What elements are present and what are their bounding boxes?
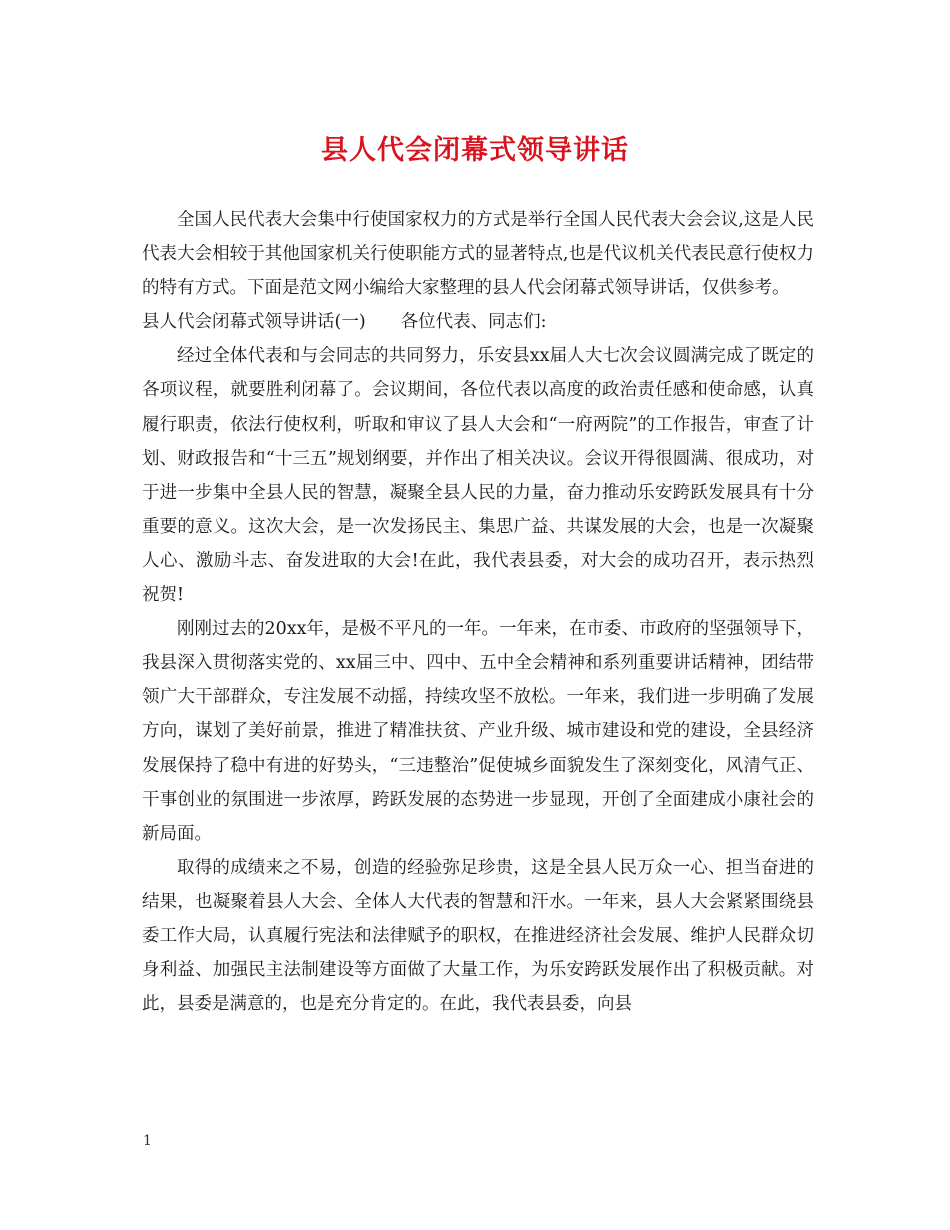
page-number: 1 <box>143 1133 152 1149</box>
paragraph-3: 取得的成绩来之不易，创造的经验弥足珍贵，这是全县人民万众一心、担当奋进的结果，也凝聚着县人大会、全体人大代表的智慧和汗水。一年来，县人大会紧紧围绕县委工作大局，认真履行宪法和法律赋予的职权，在推进经济社会发展、维护人民群众切身利益、加强民主法制建设等方面做了大量工作，为乐安跨跃发展作出了积极贡献。对此，县委是满意的，也是充分肯定的。在此，我代表县委，向县 <box>142 857 814 1015</box>
section-heading-line: 县人代会闭幕式领导讲话(一) 各位代表、同志们: <box>142 312 547 333</box>
paragraph-1: 经过全体代表和与会同志的共同努力，乐安县xx届人大七次会议圆满完成了既定的各项议程，就要胜利闭幕了。会议期间，各位代表以高度的政治责任感和使命感，认真履行职责，依法行使权利，听取和审议了县人大会和“一府两院”的工作报告，审查了计划、财政报告和“十三五”规划纲要，并作出了相关决议。会议开得很圆满、很成功，对于进一步集中全县人民的智慧，凝聚全县人民的力量，奋力推动乐安跨跃发展具有十分重要的意义。这次大会，是一次发扬民主、集思广益、共谋发展的大会，也是一次凝聚人心、激励斗志、奋发进取的大会!在此，我代表县委，对大会的成功召开，表示热烈祝贺! <box>142 346 814 606</box>
document-title: 县人代会闭幕式领导讲话 <box>321 135 629 166</box>
paragraph-2: 刚刚过去的20xx年，是极不平凡的一年。一年来，在市委、市政府的坚强领导下，我县深入贯彻落实党的、xx届三中、四中、五中全会精神和系列重要讲话精神，团结带领广大干部群众，专注发展不动摇，持续攻坚不放松。一年来，我们进一步明确了发展方向，谋划了美好前景，推进了精准扶贫、产业升级、城市建设和党的建设，全县经济发展保持了稳中有进的好势头，“三违整治”促使城乡面貌发生了深刻变化，风清气正、干事创业的氛围进一步浓厚，跨跃发展的态势进一步显现，开创了全面建成小康社会的新局面。 <box>142 619 815 844</box>
paragraph-intro: 全国人民代表大会集中行使国家权力的方式是举行全国人民代表大会会议,这是人民代表大会相较于其他国家机关行使职能方式的显著特点,也是代议机关代表民意行使权力的特有方式。下面是范文网小编给大家整理的县人代会闭幕式领导讲话，仅供参考。 <box>142 210 814 299</box>
document-body <box>142 203 814 1021</box>
